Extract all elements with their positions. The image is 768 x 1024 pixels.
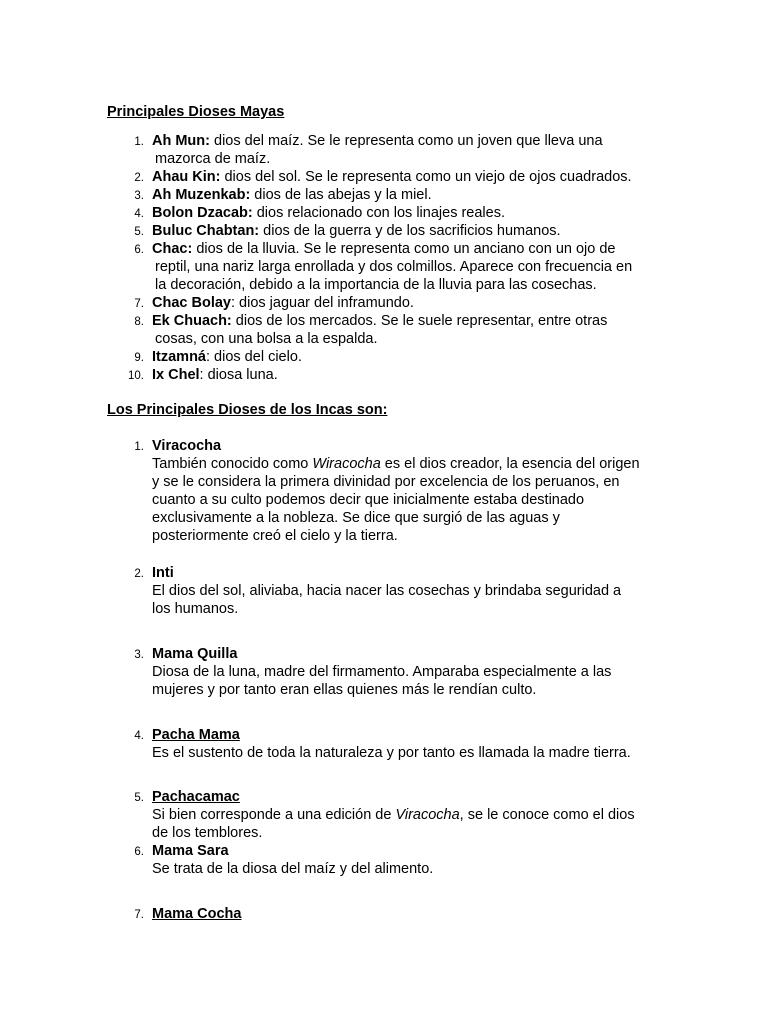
- god-description: : diosa luna.: [199, 367, 278, 383]
- god-alt-name: Wiracocha: [312, 456, 381, 472]
- item-number: 5.: [134, 792, 144, 804]
- god-description: El dios del sol, aliviaba, hacia nacer las cosechas y brindaba seguridad a: [152, 583, 622, 599]
- god-description: los humanos.: [152, 601, 239, 617]
- list-item: [0, 348, 768, 366]
- god-description: dios del sol. Se le representa como un viejo de ojos cuadrados.: [220, 169, 632, 185]
- item-number: 1.: [134, 136, 144, 148]
- god-description: dios del maíz. Se le representa como un joven que lleva una: [209, 133, 603, 149]
- list-item: [0, 240, 768, 294]
- item-number: 9.: [134, 352, 144, 364]
- god-alt-name: Viracocha: [395, 807, 460, 823]
- god-title: Pachacamac: [152, 789, 240, 805]
- list-item: [0, 842, 768, 878]
- list-item: [0, 788, 768, 842]
- god-name: Buluc Chabtan:: [152, 223, 260, 239]
- god-description: y se le considera la primera divinidad por excelencia de los peruanos, en: [152, 474, 620, 490]
- list-item: [0, 132, 768, 168]
- god-name: Itzamná: [152, 349, 206, 365]
- item-number: 4.: [134, 208, 144, 220]
- item-number: 8.: [134, 316, 144, 328]
- item-number: 1.: [134, 441, 144, 453]
- god-description: dios de las abejas y la miel.: [250, 187, 432, 203]
- god-title: Viracocha: [152, 438, 222, 454]
- god-description: dios relacionado con los linajes reales.: [252, 205, 505, 221]
- god-description: exclusivamente a la nobleza. Se dice que surgió de las aguas y: [152, 510, 560, 526]
- item-number: 4.: [134, 730, 144, 742]
- god-name: Bolon Dzacab:: [152, 205, 253, 221]
- list-item: [0, 204, 768, 222]
- inca-heading: Los Principales Dioses de los Incas son:: [107, 402, 388, 418]
- god-name: Ah Mun:: [152, 133, 210, 149]
- maya-heading: Principales Dioses Mayas: [107, 104, 285, 120]
- god-description: posteriormente creó el cielo y la tierra.: [152, 528, 398, 544]
- god-description-cont: cosas, con una bolsa a la espalda.: [155, 331, 378, 347]
- god-title: Mama Cocha: [152, 906, 242, 922]
- god-description: : dios jaguar del inframundo.: [230, 295, 414, 311]
- god-description: cuanto a su culto podemos decir que inicialmente estaba destinado: [152, 492, 585, 508]
- god-description: Se trata de la diosa del maíz y del alimento.: [152, 861, 434, 877]
- item-number: 6.: [134, 244, 144, 256]
- item-number: 7.: [134, 298, 144, 310]
- god-description: Si bien corresponde a una edición de: [152, 807, 396, 823]
- maya-gods-list: [0, 132, 768, 384]
- god-description: , se le conoce como el dios: [459, 807, 635, 823]
- god-name: Chac Bolay: [152, 295, 231, 311]
- god-description: : dios del cielo.: [206, 349, 302, 365]
- item-number: 2.: [134, 568, 144, 580]
- list-item: [0, 294, 768, 312]
- list-item: [0, 437, 768, 545]
- item-number: 6.: [134, 846, 144, 858]
- god-description: dios de los mercados. Se le suele representar, entre otras: [231, 313, 608, 329]
- item-number: 2.: [134, 172, 144, 184]
- god-description: dios de la lluvia. Se le representa como un anciano con un ojo de: [192, 241, 616, 257]
- god-description-cont: la decoración, debido a la importancia de la lluvia para las cosechas.: [155, 277, 597, 293]
- list-item: [0, 222, 768, 240]
- god-description: mujeres y por tanto eran ellas quienes más le rendían culto.: [152, 682, 537, 698]
- god-name: Chac:: [152, 241, 193, 257]
- god-title: Mama Sara: [152, 843, 229, 859]
- god-title: Mama Quilla: [152, 646, 238, 662]
- god-name: Ah Muzenkab:: [152, 187, 251, 203]
- list-item: [0, 366, 768, 384]
- god-name: Ek Chuach:: [152, 313, 232, 329]
- god-description: Es el sustento de toda la naturaleza y por tanto es llamada la madre tierra.: [152, 745, 631, 761]
- item-number: 10.: [128, 370, 144, 382]
- list-item: [0, 168, 768, 186]
- god-title: Inti: [152, 565, 174, 581]
- list-item: [0, 905, 768, 923]
- list-item: [0, 312, 768, 348]
- list-item: [0, 645, 768, 699]
- item-number: 3.: [134, 649, 144, 661]
- god-title: Pacha Mama: [152, 727, 240, 743]
- god-description: dios de la guerra y de los sacrificios humanos.: [259, 223, 561, 239]
- item-number: 7.: [134, 909, 144, 921]
- god-description: de los temblores.: [152, 825, 263, 841]
- god-description: También conocido como: [152, 456, 313, 472]
- god-description-cont: reptil, una nariz larga enrollada y dos colmillos. Aparece con frecuencia en: [155, 259, 633, 275]
- item-number: 3.: [134, 190, 144, 202]
- list-item: [0, 564, 768, 618]
- god-description: es el dios creador, la esencia del origen: [380, 456, 640, 472]
- item-number: 5.: [134, 226, 144, 238]
- list-item: [0, 726, 768, 762]
- god-name: Ahau Kin:: [152, 169, 221, 185]
- list-item: [0, 186, 768, 204]
- god-description-cont: mazorca de maíz.: [155, 151, 271, 167]
- god-description: Diosa de la luna, madre del firmamento. Amparaba especialmente a las: [152, 664, 612, 680]
- god-name: Ix Chel: [152, 367, 200, 383]
